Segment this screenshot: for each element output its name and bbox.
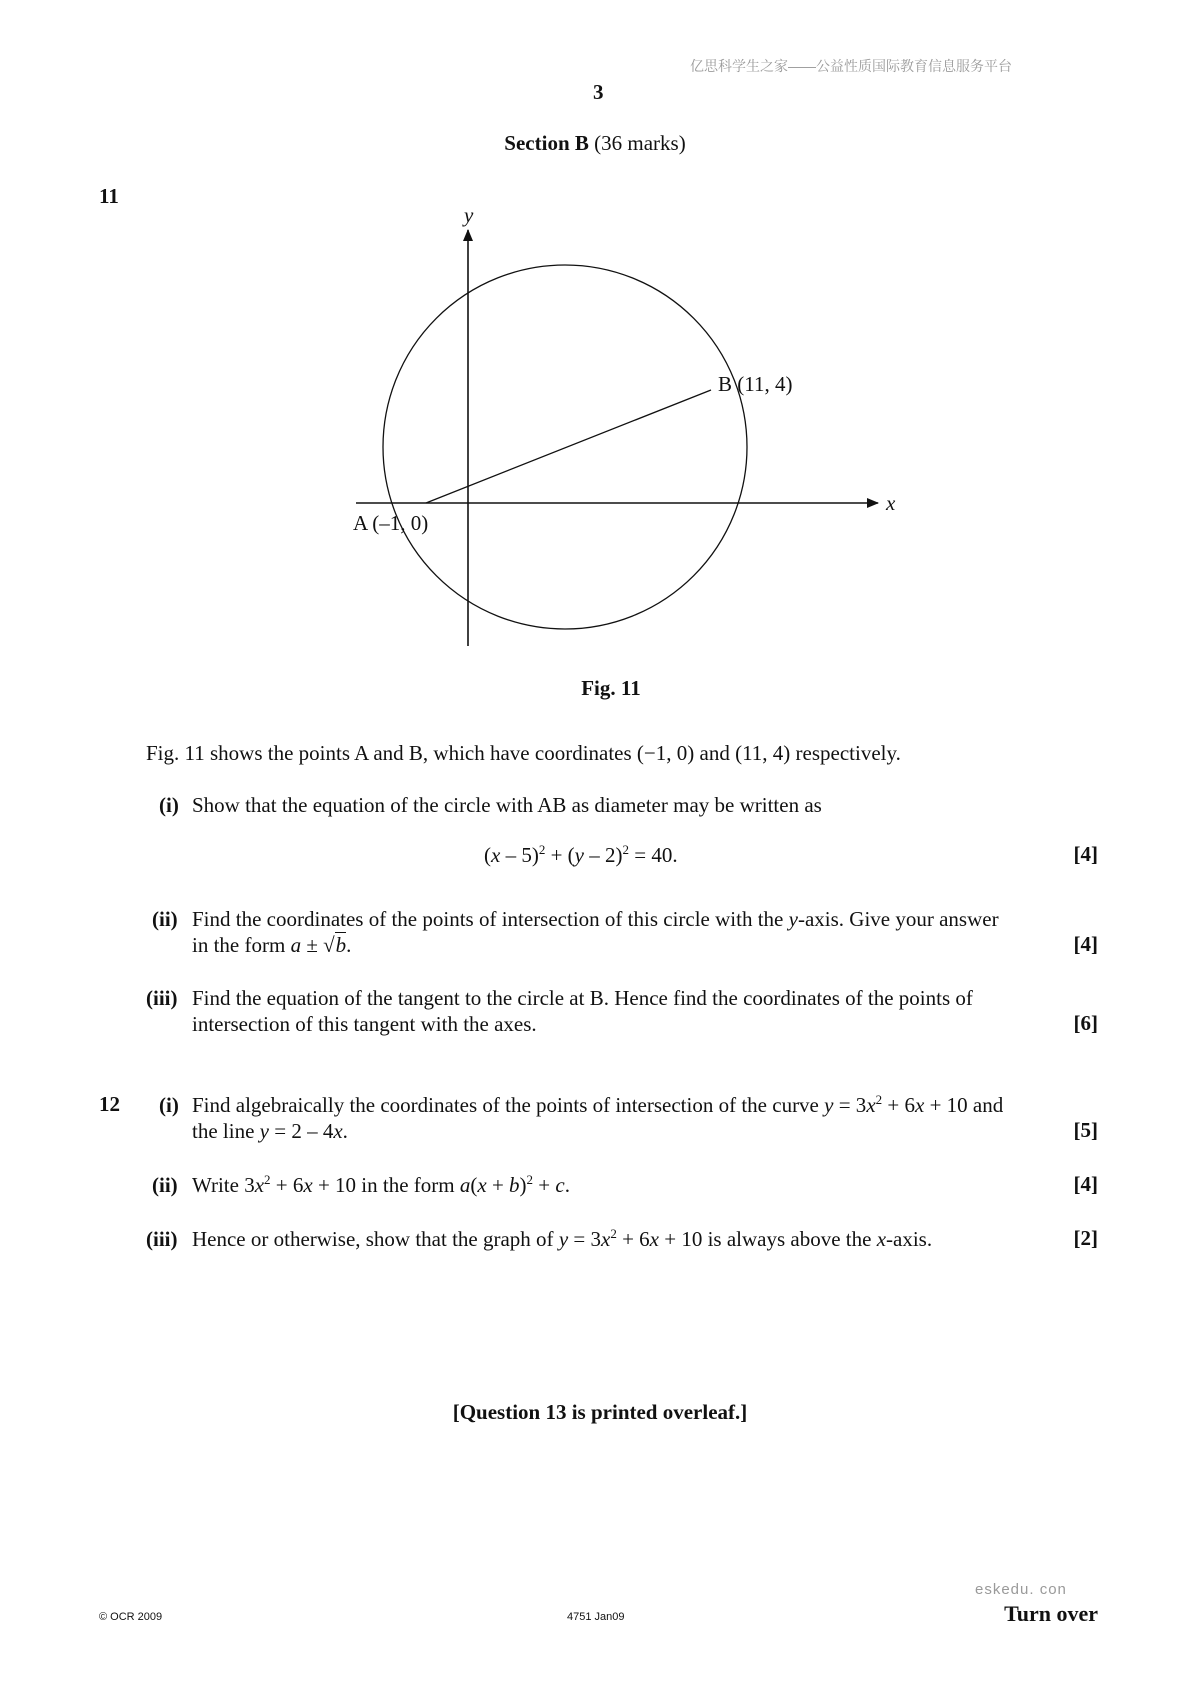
q12-part-i-label: (i) xyxy=(159,1093,179,1117)
q12-part-iii-label: (iii) xyxy=(146,1227,178,1251)
point-b-label: B (11, 4) xyxy=(718,372,793,396)
x-axis-label: x xyxy=(886,491,896,515)
q11-part-iii-text-line1: Find the equation of the tangent to the circle at B. Hence find the coordinates of the points of xyxy=(192,986,973,1010)
q11-part-i-marks: [4] xyxy=(1073,842,1098,866)
q11-part-ii-text-line1: Find the coordinates of the points of intersection of this circle with the y-axis. Give your answer xyxy=(192,907,999,931)
q12-part-i-text-line1: Find algebraically the coordinates of the points of intersection of the curve $y = 3x^2 + 6x + 10$ and xyxy=(192,1092,1004,1117)
q12-part-i-marks: [5] xyxy=(1073,1118,1098,1142)
q12-part-iii-text: Hence or otherwise, show that the graph of $y = 3x^2 + 6x + 10$ is always above the x-axis. xyxy=(192,1226,933,1251)
q11-part-i-text: Show that the equation of the circle with AB as diameter may be written as xyxy=(192,793,822,817)
q11-part-iii-label: (iii) xyxy=(146,986,178,1010)
q12-part-i-text-line2: the line y = 2 – 4x. xyxy=(192,1119,348,1143)
question-number-11: 11 xyxy=(99,184,119,208)
page-number: 3 xyxy=(593,80,604,104)
q12-part-ii-marks: [4] xyxy=(1073,1172,1098,1196)
section-header xyxy=(0,130,1190,156)
q11-part-ii-label: (ii) xyxy=(152,907,178,931)
q11-part-ii-marks: [4] xyxy=(1073,932,1098,956)
point-a-label: A (–1, 0) xyxy=(353,511,429,535)
footer-paper-code: 4751 Jan09 xyxy=(567,1611,625,1623)
footer-copyright: © OCR 2009 xyxy=(99,1611,163,1623)
q11-part-iii-marks: [6] xyxy=(1073,1011,1098,1035)
section-title: Section B xyxy=(504,131,589,155)
q11-part-ii-text-line2: in the form a ± √b. xyxy=(192,933,352,957)
q11-part-iii-text-line2: intersection of this tangent with the axes. xyxy=(192,1012,537,1036)
watermark-top: 亿思科学生之家——公益性质国际教育信息服务平台 xyxy=(690,58,1012,74)
circle xyxy=(383,265,747,629)
overleaf-note: [Question 13 is printed overleaf.] xyxy=(452,1400,748,1424)
turn-over: Turn over xyxy=(1004,1601,1098,1626)
question-number-12: 12 xyxy=(99,1092,120,1116)
figure-caption: Fig. 11 xyxy=(581,676,641,700)
q11-intro: Fig. 11 shows the points A and B, which have coordinates (−1, 0) and (11, 4) respectively. xyxy=(146,741,901,765)
footer-watermark: eskedu. con xyxy=(975,1581,1067,1598)
y-axis-label: y xyxy=(464,203,474,227)
q12-part-ii-label: (ii) xyxy=(152,1173,178,1197)
q12-part-iii-marks: [2] xyxy=(1073,1226,1098,1250)
q11-part-i-equation: (x – 5)$^2$ + (y – 2)$^2$ = 40. xyxy=(484,842,678,867)
figure-11 xyxy=(320,200,920,660)
q12-part-ii-text: Write $3x^2 + 6x + 10$ in the form $a(x + b)^2 + c$. xyxy=(192,1172,570,1197)
q11-part-i-label: (i) xyxy=(159,793,179,817)
section-marks: (36 marks) xyxy=(594,131,686,155)
